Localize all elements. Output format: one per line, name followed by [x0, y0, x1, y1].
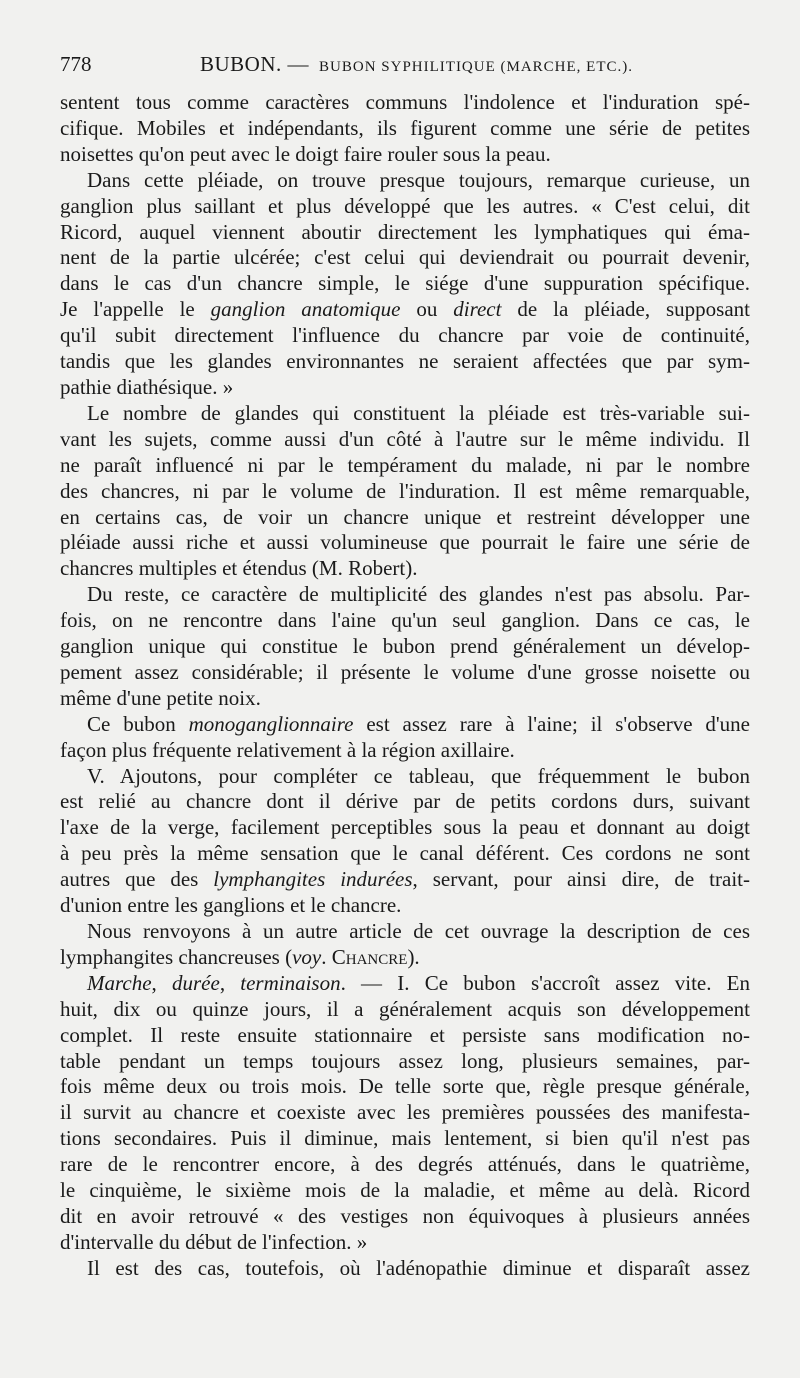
- text-run: huit, dix ou quinze jours, il a généralement acquis son développement: [60, 996, 750, 1021]
- running-title-sub: BUBON SYPHILITIQUE (MARCHE, ETC.).: [319, 59, 634, 75]
- running-header: [60, 52, 750, 86]
- italic-text: ganglion anatomique: [210, 297, 401, 322]
- text-line: [60, 220, 750, 246]
- text-line: [60, 479, 750, 505]
- text-line: [60, 245, 750, 271]
- text-line: [60, 168, 750, 194]
- text-run: vant les sujets, comme aussi d'un côté à l'autre sur le même individu. Il: [60, 426, 750, 451]
- text-line: [60, 893, 750, 919]
- text-run: ,: [219, 970, 241, 995]
- text-line: [60, 789, 750, 815]
- text-line: [60, 530, 750, 556]
- italic-text: terminaison: [240, 970, 341, 995]
- text-line: [60, 686, 750, 712]
- text-run: de la pléiade, supposant: [501, 297, 751, 322]
- text-run: noisettes qu'on peut avec le doigt faire rouler sous la peau.: [60, 141, 551, 166]
- text-line: [60, 634, 750, 660]
- text-run: Ce bubon: [87, 711, 189, 736]
- text-run: Du reste, ce caractère de multiplicité des glandes n'est pas absolu. Par-: [87, 582, 750, 607]
- text-line: [60, 1230, 750, 1256]
- text-run: lymphangites chancreuses (: [60, 944, 293, 969]
- text-run: dit en avoir retrouvé « des vestiges non équivoques à plusieurs années: [60, 1203, 750, 1228]
- text-run: des chancres, ni par le volume de l'induration. Il est même remarquable,: [60, 478, 750, 503]
- text-run: sentent tous comme caractères communs l'indolence et l'induration spé-: [60, 90, 750, 114]
- text-run: ganglion unique qui constitue le bubon prend généralement un dévelop-: [60, 634, 750, 659]
- text-line: [60, 90, 750, 116]
- text-run: Je l'appelle le: [60, 297, 211, 322]
- text-run: Le nombre de glandes qui constituent la pléiade est très-variable sui-: [87, 400, 750, 425]
- text-line: [60, 297, 750, 323]
- text-line: [60, 1178, 750, 1204]
- text-line: [60, 556, 750, 582]
- text-line: [60, 142, 750, 168]
- text-run: table pendant un temps toujours assez long, plusieurs semaines, par-: [60, 1048, 750, 1073]
- running-title: [200, 52, 633, 77]
- text-run: ).: [407, 944, 420, 969]
- text-line: [60, 1152, 750, 1178]
- text-line: [60, 1023, 750, 1049]
- text-line: [60, 608, 750, 634]
- text-run: nent de la partie ulcérée; c'est celui qui deviendrait ou pourrait devenir,: [60, 245, 750, 270]
- text-run: Dans cette pléiade, on trouve presque toujours, remarque curieuse, un: [87, 167, 750, 192]
- text-line: [60, 660, 750, 686]
- text-run: façon plus fréquente relativement à la région axillaire.: [60, 737, 515, 762]
- text-run: pathie diathésique. »: [60, 374, 234, 399]
- text-run: ,: [151, 970, 172, 995]
- text-run: tions secondaires. Puis il diminue, mais lentement, si bien qu'il n'est pas: [60, 1126, 750, 1151]
- text-line: [60, 349, 750, 375]
- text-line: [60, 712, 750, 738]
- text-run: à peu près la même sensation que le canal déférent. Ces cordons ne sont: [60, 841, 750, 866]
- text-line: [60, 841, 750, 867]
- text-line: [60, 1074, 750, 1100]
- text-run: même d'une petite noix.: [60, 685, 261, 710]
- text-line: [60, 1256, 750, 1282]
- body-text: [60, 90, 750, 1282]
- text-line: [60, 116, 750, 142]
- text-line: [60, 453, 750, 479]
- text-run: ne paraît influencé ni par le tempérament du malade, ni par le nombre: [60, 452, 750, 477]
- text-run: d'intervalle du début de l'infection. »: [60, 1229, 368, 1254]
- text-run: ou: [400, 297, 454, 322]
- text-run: chancres multiples et étendus (M. Robert).: [60, 556, 418, 581]
- text-line: [60, 194, 750, 220]
- italic-text: Marche: [87, 970, 152, 995]
- text-run: . — I. Ce bubon s'accroît assez vite. En: [340, 970, 750, 995]
- text-line: [60, 1049, 750, 1075]
- text-run: fois même deux ou trois mois. De telle sorte que, règle presque générale,: [60, 1074, 750, 1099]
- running-title-main: BUBON. —: [200, 52, 310, 76]
- text-run: V. Ajoutons, pour compléter ce tableau, que fréquemment le bubon: [87, 763, 750, 788]
- text-run: le cinquième, le sixième mois de la maladie, et même au delà. Ricord: [60, 1178, 750, 1203]
- text-line: [60, 815, 750, 841]
- text-run: est relié au chancre dont il dérive par de petits cordons durs, suivant: [60, 789, 750, 814]
- small-caps-text: Chancre: [331, 944, 408, 969]
- text-run: l'axe de la verge, facilement perceptibles sous la peau et donnant au doigt: [60, 815, 750, 840]
- text-line: [60, 1126, 750, 1152]
- italic-text: voy: [292, 944, 322, 969]
- text-run: .: [321, 944, 332, 969]
- text-line: [60, 764, 750, 790]
- text-run: , servant, pour ainsi dire, de trait-: [412, 867, 750, 892]
- text-run: tandis que les glandes environnantes ne seraient affectées que par sym-: [60, 349, 750, 374]
- text-run: Nous renvoyons à un autre article de cet ouvrage la description de ces: [87, 919, 750, 943]
- text-line: [60, 738, 750, 764]
- text-run: fois, on ne rencontre dans l'aine qu'un seul ganglion. Dans ce cas, le: [60, 608, 750, 633]
- text-run: d'union entre les ganglions et le chancre.: [60, 893, 402, 918]
- text-line: [60, 505, 750, 531]
- text-run: il survit au chancre et coexiste avec les premières poussées des manifesta-: [60, 1100, 750, 1125]
- text-run: Ricord, auquel viennent aboutir directement les lymphatiques qui éma-: [60, 219, 750, 244]
- text-line: [60, 997, 750, 1023]
- text-line: [60, 401, 750, 427]
- text-line: [60, 1100, 750, 1126]
- text-line: [60, 271, 750, 297]
- italic-text: durée: [171, 970, 220, 995]
- text-run: cifique. Mobiles et indépendants, ils figurent comme une série de petites: [60, 115, 750, 140]
- page-number: 778: [60, 52, 92, 76]
- text-run: qu'il subit directement l'influence du chancre par voie de continuité,: [60, 323, 750, 348]
- text-line: [60, 375, 750, 401]
- text-run: autres que des: [60, 867, 214, 892]
- text-run: dans le cas d'un chancre simple, le siége d'une suppuration spécifique.: [60, 271, 750, 296]
- text-run: rare de le rencontrer encore, à des degrés atténués, dans le quatrième,: [60, 1152, 750, 1177]
- text-run: complet. Il reste ensuite stationnaire et persiste sans modification no-: [60, 1022, 750, 1047]
- text-run: en certains cas, de voir un chancre unique et restreint développer une: [60, 504, 750, 529]
- text-run: ganglion plus saillant et plus développé que les autres. « C'est celui, dit: [60, 193, 750, 218]
- text-line: [60, 1204, 750, 1230]
- text-line: [60, 971, 750, 997]
- text-line: [60, 919, 750, 945]
- text-run: pléiade aussi riche et aussi volumineuse que pourrait le faire une série de: [60, 530, 750, 555]
- text-run: est assez rare à l'aine; il s'observe d'une: [353, 711, 750, 736]
- text-run: Il est des cas, toutefois, où l'adénopathie diminue et disparaît assez: [87, 1255, 750, 1280]
- text-line: [60, 945, 750, 971]
- italic-text: direct: [453, 297, 502, 322]
- text-line: [60, 867, 750, 893]
- italic-text: monoganglionnaire: [188, 711, 354, 736]
- text-run: pement assez considérable; il présente le volume d'une grosse noisette ou: [60, 659, 750, 684]
- text-line: [60, 427, 750, 453]
- text-line: [60, 323, 750, 349]
- text-line: [60, 582, 750, 608]
- italic-text: lymphangites indurées: [213, 867, 413, 892]
